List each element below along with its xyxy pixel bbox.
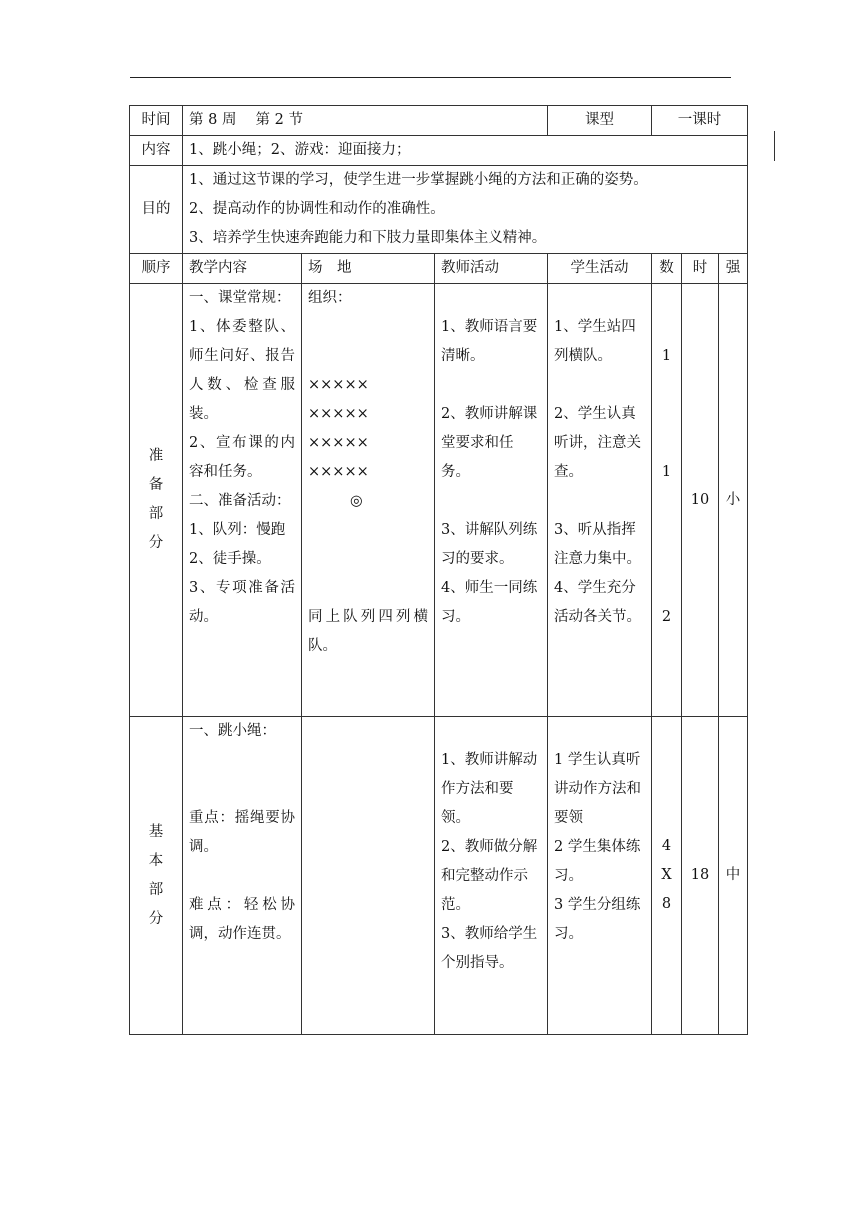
basic-student xyxy=(548,717,652,1035)
student-step: 1 学生认真听讲动作方法和要领 xyxy=(554,752,642,826)
col-header-venue: 场 地 xyxy=(302,254,435,284)
basic-time: 18 xyxy=(682,717,719,1035)
teacher-step: 1、教师语言要清晰。 xyxy=(441,319,538,364)
prep-count xyxy=(652,284,682,717)
prep-venue xyxy=(302,284,435,717)
teacher-step: 3、讲解队列练习的要求。 xyxy=(441,522,538,567)
row-prep xyxy=(130,284,748,717)
teacher-step: 2、教师讲解课堂要求和任务。 xyxy=(441,406,538,480)
goal-item: 3、培养学生快速奔跑能力和下肢力量即集体主义精神。 xyxy=(189,230,547,246)
goals-label: 目的 xyxy=(130,166,183,254)
row-column-headers xyxy=(130,254,748,284)
difficulty-point: 难点：轻松协调，动作连贯。 xyxy=(189,897,295,942)
time-label: 时间 xyxy=(130,106,183,136)
goals-list xyxy=(183,166,748,254)
student-step: 1、学生站四列横队。 xyxy=(554,319,636,364)
prep-time: 10 xyxy=(682,284,719,717)
key-point: 重点：摇绳要协调。 xyxy=(189,810,295,855)
col-header-time: 时 xyxy=(682,254,719,284)
formation-row: ××××× xyxy=(308,377,369,393)
content-value: 1、跳小绳；2、游戏：迎面接力； xyxy=(183,136,748,166)
col-header-order: 顺序 xyxy=(130,254,183,284)
venue-label: 组织： xyxy=(308,290,352,306)
row-time xyxy=(130,106,748,136)
student-step: 2 学生集体练习。 xyxy=(554,839,641,884)
prep-student xyxy=(548,284,652,717)
lesson-type-value: 一课时 xyxy=(652,106,748,136)
basic-label: 基 本 部 分 xyxy=(130,717,183,1035)
teacher-step: 3、教师给学生个别指导。 xyxy=(441,926,538,971)
basic-content xyxy=(183,717,302,1035)
prep-teacher xyxy=(435,284,548,717)
formation-row: ××××× xyxy=(308,464,369,480)
teacher-step: 4、师生一同练习。 xyxy=(441,580,538,625)
student-step: 3、听从指挥注意力集中。 xyxy=(554,522,642,567)
basic-intensity: 中 xyxy=(719,717,748,1035)
student-step: 2、学生认真听讲，注意关查。 xyxy=(554,406,642,480)
basic-teacher xyxy=(435,717,548,1035)
content-label: 内容 xyxy=(130,136,183,166)
header-rule xyxy=(130,77,731,78)
basic-content-title: 一、跳小绳： xyxy=(189,723,276,739)
prep-intensity: 小 xyxy=(719,284,748,717)
count-value: 1 xyxy=(661,464,672,480)
formation-row: ××××× xyxy=(308,435,369,451)
student-step: 4、学生充分活动各关节。 xyxy=(554,580,642,625)
prep-content: 一、课堂常规： 1、体委整队、师生问好、报告人数、检查服装。 2、宣布课的内容和任务。 二、准备活动： 1、队列：慢跑 2、徒手操。 3、专项准备活动。 xyxy=(183,284,302,717)
col-header-count: 数 xyxy=(652,254,682,284)
margin-mark xyxy=(774,131,775,161)
lesson-type-label: 课型 xyxy=(548,106,652,136)
venue-note: 同上队列四列横队。 xyxy=(308,609,428,654)
prep-label: 准 备 部 分 xyxy=(130,284,183,717)
basic-count: 4 X 8 xyxy=(652,717,682,1035)
row-basic xyxy=(130,717,748,1035)
teacher-step: 2、教师做分解和完整动作示范。 xyxy=(441,839,538,913)
lesson-plan-table xyxy=(129,105,748,1035)
basic-venue xyxy=(302,717,435,1035)
col-header-student: 学生活动 xyxy=(548,254,652,284)
goal-item: 1、通过这节课的学习，使学生进一步掌握跳小绳的方法和正确的姿势。 xyxy=(189,172,648,188)
count-value: 1 xyxy=(661,348,672,364)
row-content xyxy=(130,136,748,166)
time-value: 第 8 周 第 2 节 xyxy=(183,106,548,136)
goal-item: 2、提高动作的协调性和动作的准确性。 xyxy=(189,201,445,217)
col-header-intensity: 强 xyxy=(719,254,748,284)
col-header-content: 教学内容 xyxy=(183,254,302,284)
teacher-position-mark: ◎ xyxy=(350,493,363,509)
count-value: 2 xyxy=(661,609,672,625)
teacher-step: 1、教师讲解动作方法和要领。 xyxy=(441,752,538,826)
row-goals xyxy=(130,166,748,254)
formation-row: ××××× xyxy=(308,406,369,422)
student-step: 3 学生分组练习。 xyxy=(554,897,641,942)
col-header-teacher: 教师活动 xyxy=(435,254,548,284)
